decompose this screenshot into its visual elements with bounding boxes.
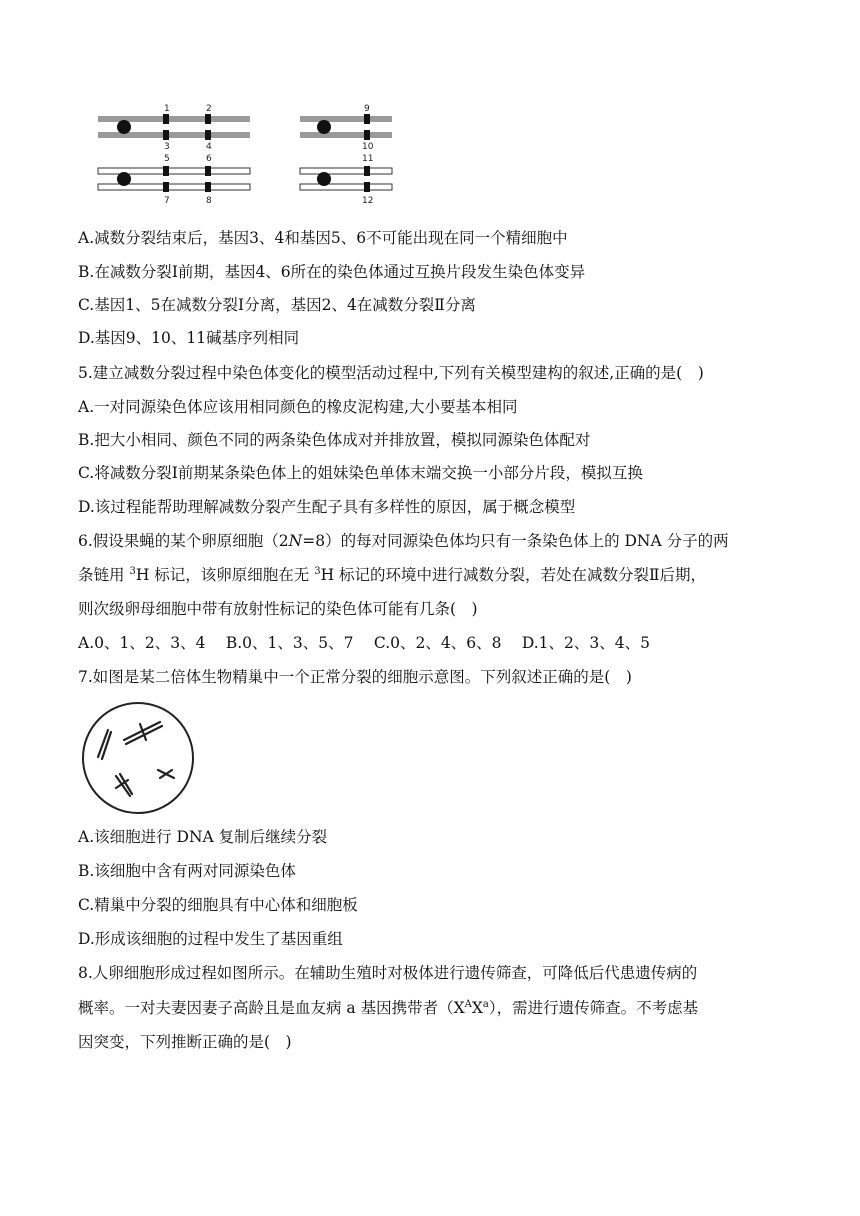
gene-label-3: 3 — [164, 142, 170, 152]
right-pair-top — [300, 114, 392, 140]
gene-label-1: 1 — [164, 104, 170, 114]
gene-label-5: 5 — [164, 154, 170, 164]
q5-option-c: C.将减数分裂Ⅰ前期某条染色体上的姐妹染色单体末端交换一小部分片段，模拟互换 — [78, 464, 643, 482]
q4-option-d: D.基因9、10、11碱基序列相同 — [78, 329, 300, 347]
left-pair-bottom — [98, 166, 250, 192]
right-pair-bottom — [300, 166, 392, 192]
q7-option-b: B.该细胞中含有两对同源染色体 — [78, 862, 296, 880]
gene-label-8: 8 — [206, 196, 212, 206]
gene-label-2: 2 — [206, 104, 212, 114]
left-pair-top — [98, 114, 250, 140]
gene-label-10: 10 — [362, 142, 374, 152]
q8-stem-line1: 8.人卵细胞形成过程如图所示。在辅助生殖时对极体进行遗传筛查，可降低后代患遗传病的 — [78, 964, 698, 982]
q6-options: A.0、1、2、3、4 B.0、1、3、5、7 C.0、2、4、6、8 D.1、2、3、4、5 — [78, 634, 650, 652]
gene-label-12: 12 — [362, 196, 374, 206]
q6-stem-line2: 条链用 $^3$H 标记，该卵原细胞在无 $^3$H 标记的环境中进行减数分裂，若处在减数分裂Ⅱ后期， — [78, 565, 707, 584]
chromosome-figure — [92, 100, 402, 218]
gene-label-11: 11 — [362, 154, 374, 164]
q4-option-b: B.在减数分裂Ⅰ前期，基因4、6所在的染色体通过互换片段发生染色体变异 — [78, 263, 586, 281]
q5-stem: 5.建立减数分裂过程中染色体变化的模型活动过程中,下列有关模型建构的叙述,正确的是( ) — [78, 364, 704, 382]
gene-label-4: 4 — [206, 142, 212, 152]
cell-figure — [80, 700, 196, 816]
chromosome-shapes — [98, 722, 174, 796]
q7-option-d: D.形成该细胞的过程中发生了基因重组 — [78, 930, 343, 948]
q8-stem-line2: 概率。一对夫妻因妻子高龄且是血友病 a 基因携带者$(X^AX^a)$，需进行遗传筛查。不考虑基 — [78, 998, 699, 1017]
q5-option-d: D.该过程能帮助理解减数分裂产生配子具有多样性的原因，属于概念模型 — [78, 498, 576, 516]
q6-stem-line3: 则次级卵母细胞中带有放射性标记的染色体可能有几条( ) — [78, 600, 478, 618]
q5-option-b: B.把大小相同、颜色不同的两条染色体成对并排放置，模拟同源染色体配对 — [78, 431, 591, 449]
q6-stem-line1: 6.假设果蝇的某个卵原细胞（2N=8）的每对同源染色体均只有一条染色体上的 DNA 分子的两 — [78, 532, 729, 550]
q7-option-c: C.精巢中分裂的细胞具有中心体和细胞板 — [78, 896, 358, 914]
gene-label-9: 9 — [364, 104, 370, 114]
q7-option-a: A.该细胞进行 DNA 复制后继续分裂 — [78, 828, 328, 846]
q4-option-a: A.减数分裂结束后，基因3、4和基因5、6不可能出现在同一个精细胞中 — [78, 229, 568, 247]
q4-option-c: C.基因1、5在减数分裂Ⅰ分离，基因2、4在减数分裂Ⅱ分离 — [78, 296, 476, 314]
gene-label-6: 6 — [206, 154, 212, 164]
gene-label-7: 7 — [164, 196, 170, 206]
q5-option-a: A.一对同源染色体应该用相同颜色的橡皮泥构建,大小要基本相同 — [78, 398, 518, 416]
q8-stem-line3: 因突变，下列推断正确的是( ) — [78, 1033, 292, 1051]
q7-stem: 7.如图是某二倍体生物精巢中一个正常分裂的细胞示意图。下列叙述正确的是( ) — [78, 668, 632, 686]
